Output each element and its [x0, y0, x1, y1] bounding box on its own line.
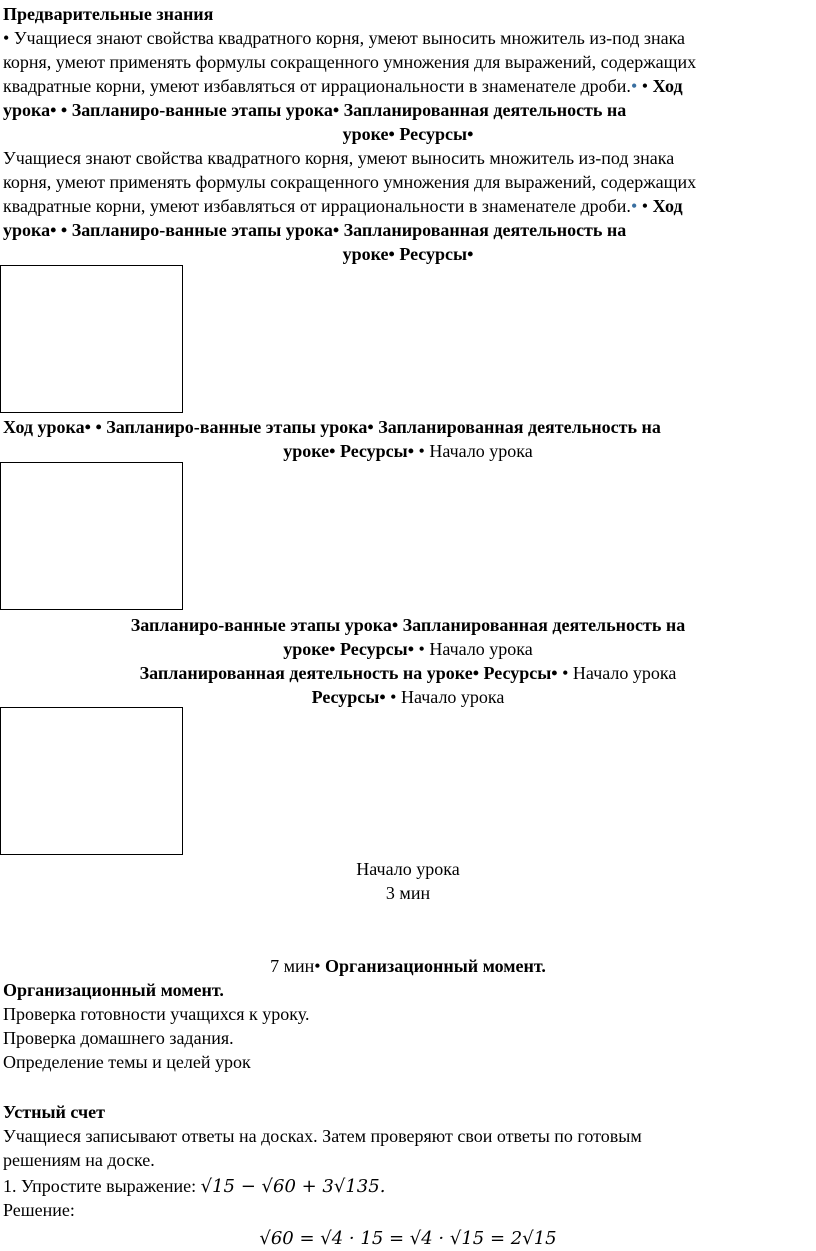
solution-line: √60 = √4 · 15 = √4 · √15 = 2√15 [259, 1228, 557, 1249]
time-3-min: 3 мин [385, 883, 431, 903]
knowledge-line-1: • Учащиеся знают свойства квадратного корня, умеют выносить множитель из-под знака [3, 28, 686, 48]
header-line-8: уроке• Ресурсы• • Начало урока [283, 639, 533, 659]
solution-label: Решение: [3, 1200, 75, 1220]
start-of-lesson-heading: Начало урока [356, 859, 460, 879]
knowledge-line-6: квадратные корни, умеют избавляться от иррациональности в знаменателе дроби.• • Ход [3, 196, 683, 216]
header-line-9: Запланированная деятельность на уроке• Ресурсы• • Начало урока [139, 663, 677, 683]
knowledge-line-5: корня, умеют применять формулы сокращенного умножения для выражений, содержащих [3, 172, 697, 192]
empty-image-frame [0, 265, 183, 413]
task-1: 1. Упростите выражение: √15 − √60 + 3√135. [3, 1176, 386, 1197]
org-item: Определение темы и целей урок [3, 1052, 251, 1072]
task-1-expression: √15 − √60 + 3√135. [200, 1176, 386, 1197]
bullet-icon: • [3, 28, 10, 48]
org-item: Проверка готовности учащихся к уроку. [3, 1004, 310, 1024]
header-line-6: уроке• Ресурсы• • Начало урока [283, 441, 533, 461]
empty-image-frame [0, 707, 183, 855]
oral-count-text-1: Учащиеся записывают ответы на досках. Затем проверяют свои ответы по готовым [3, 1126, 642, 1146]
header-line-4: уроке• Ресурсы• [342, 244, 474, 264]
header-line-2: уроке• Ресурсы• [342, 124, 474, 144]
header-line-3: урока• • Запланиро-ванные этапы урока• Запланированная деятельность на [3, 220, 627, 240]
org-moment-title: Организационный момент. [3, 980, 224, 1000]
org-item: Проверка домашнего задания. [3, 1028, 234, 1048]
knowledge-line-4: Учащиеся знают свойства квадратного корня, умеют выносить множитель из-под знака [3, 148, 675, 168]
header-line-5: Ход урока• • Запланиро-ванные этапы урока• Запланированная деятельность на [3, 417, 661, 437]
time-and-org-line: 7 мин• Организационный момент. [270, 956, 546, 976]
bullet-icon: • [630, 196, 638, 216]
bullet-icon: • [641, 76, 649, 96]
hod-label: Ход [652, 76, 683, 96]
knowledge-line-2: корня, умеют применять формулы сокращенного умножения для выражений, содержащих [3, 52, 697, 72]
header-line-10: Ресурсы• • Начало урока [311, 687, 505, 707]
section-title: Предварительные знания [3, 4, 214, 24]
start-of-lesson: Начало урока [429, 441, 533, 461]
oral-count-text-2: решениям на доске. [3, 1150, 155, 1170]
oral-count-title: Устный счет [3, 1102, 106, 1122]
knowledge-line-3: квадратные корни, умеют избавляться от иррациональности в знаменателе дроби.• • Ход [3, 76, 683, 96]
empty-image-frame [0, 462, 183, 610]
bullet-icon: • [630, 76, 638, 96]
bullet-icon: • [641, 196, 649, 216]
header-line-1: урока• • Запланиро-ванные этапы урока• Запланированная деятельность на [3, 100, 627, 120]
header-line-7: Запланиро-ванные этапы урока• Запланированная деятельность на [130, 615, 686, 635]
